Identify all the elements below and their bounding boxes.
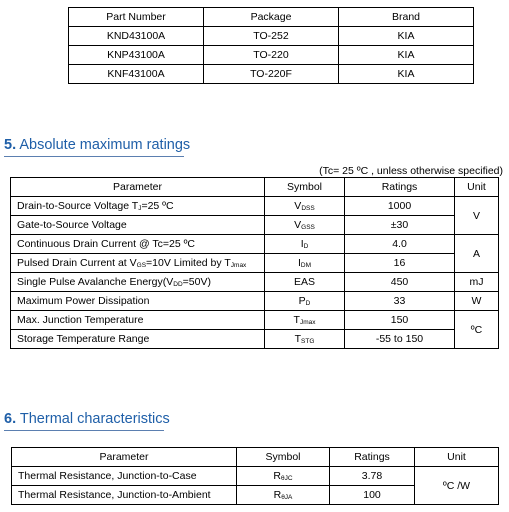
table-row: [11, 273, 499, 292]
header-parameter: Parameter: [11, 178, 265, 197]
parameter-cell: Storage Temperature Range: [11, 330, 265, 349]
brand-cell: KIA: [339, 27, 474, 46]
header-part-number: Part Number: [69, 8, 204, 27]
rating-cell: 1000: [345, 197, 455, 216]
table-row: [69, 46, 474, 65]
parameter-cell: Single Pulse Avalanche $Energy(V_{DD}=50V)$: [11, 273, 265, 292]
symbol-cell: EAS: [265, 273, 345, 292]
rating-cell: 33: [345, 292, 455, 311]
section-title-text: Thermal characteristics: [19, 411, 170, 427]
table-row: [11, 311, 499, 330]
header-parameter: Parameter: [12, 448, 237, 467]
rating-cell: 4.0: [345, 235, 455, 254]
unit-cell: W: [455, 292, 499, 311]
header-brand: Brand: [339, 8, 474, 27]
section-number: 5.: [4, 137, 17, 153]
rating-cell: 3.78: [330, 467, 415, 486]
parameter-cell: Continuous Drain Current @ Tc=25 ºC: [11, 235, 265, 254]
table-row: [69, 65, 474, 84]
rating-cell: -55 to 150: [345, 330, 455, 349]
table-header-row: [11, 178, 499, 197]
table-row: [11, 197, 499, 216]
thermal-table: [11, 447, 499, 505]
header-symbol: Symbol: [237, 448, 330, 467]
table-header-row: [12, 448, 499, 467]
table-row: [11, 235, 499, 254]
symbol-cell: $I_D$: [265, 235, 345, 254]
parameter-cell: Drain-to-Source Voltage $T_J=25$ ºC: [11, 197, 265, 216]
symbol-cell: $R_{\theta JA}$: [237, 486, 330, 505]
brand-cell: KIA: [339, 65, 474, 84]
section-5-rule: [4, 156, 184, 157]
table-row: [11, 330, 499, 349]
table-header-row: [69, 8, 474, 27]
section-6-title: [4, 411, 170, 427]
package-cell: TO-252: [204, 27, 339, 46]
table-row: [69, 27, 474, 46]
symbol-cell: $T_{STG}$: [265, 330, 345, 349]
parameter-cell: Gate-to-Source Voltage: [11, 216, 265, 235]
header-package: Package: [204, 8, 339, 27]
unit-cell: A: [455, 235, 499, 273]
symbol-cell: $I_{DM}$: [265, 254, 345, 273]
unit-cell: V: [455, 197, 499, 235]
section-5-title: [4, 137, 190, 153]
symbol-cell: $T_{Jmax}$: [265, 311, 345, 330]
rating-cell: 16: [345, 254, 455, 273]
section-title-text: Absolute maximum ratings: [19, 137, 191, 153]
absolute-ratings-table: [10, 177, 499, 349]
table-row: [11, 254, 499, 273]
package-table: [68, 7, 474, 84]
section-number: 6.: [4, 411, 17, 427]
package-cell: TO-220F: [204, 65, 339, 84]
rating-cell: 100: [330, 486, 415, 505]
package-cell: TO-220: [204, 46, 339, 65]
symbol-cell: $V_{DSS}$: [265, 197, 345, 216]
parameter-cell: Thermal Resistance, Junction-to-Ambient: [12, 486, 237, 505]
parameter-cell: Max. Junction Temperature: [11, 311, 265, 330]
part-number-cell: KND43100A: [69, 27, 204, 46]
symbol-cell: $V_{GSS}$: [265, 216, 345, 235]
parameter-cell: Maximum Power Dissipation: [11, 292, 265, 311]
table-row: [12, 467, 499, 486]
rating-cell: 450: [345, 273, 455, 292]
parameter-cell: Pulsed Drain Current at $V_{GS}=10V$ Limited by $T_{Jmax}$: [11, 254, 265, 273]
unit-cell: mJ: [455, 273, 499, 292]
unit-cell: ºC /W: [415, 467, 499, 505]
parameter-cell: Thermal Resistance, Junction-to-Case: [12, 467, 237, 486]
section-6-rule: [4, 430, 164, 431]
rating-cell: ±30: [345, 216, 455, 235]
header-ratings: Ratings: [330, 448, 415, 467]
part-number-cell: KNF43100A: [69, 65, 204, 84]
unit-cell: ºC: [455, 311, 499, 349]
header-ratings: Ratings: [345, 178, 455, 197]
symbol-cell: $R_{\theta JC}$: [237, 467, 330, 486]
part-number-cell: KNP43100A: [69, 46, 204, 65]
table-row: [11, 292, 499, 311]
symbol-cell: $P_D$: [265, 292, 345, 311]
header-unit: Unit: [415, 448, 499, 467]
rating-cell: 150: [345, 311, 455, 330]
header-symbol: Symbol: [265, 178, 345, 197]
header-unit: Unit: [455, 178, 499, 197]
conditions-note: (Tc= 25 ºC , unless otherwise specified): [319, 165, 503, 177]
table-row: [11, 216, 499, 235]
brand-cell: KIA: [339, 46, 474, 65]
